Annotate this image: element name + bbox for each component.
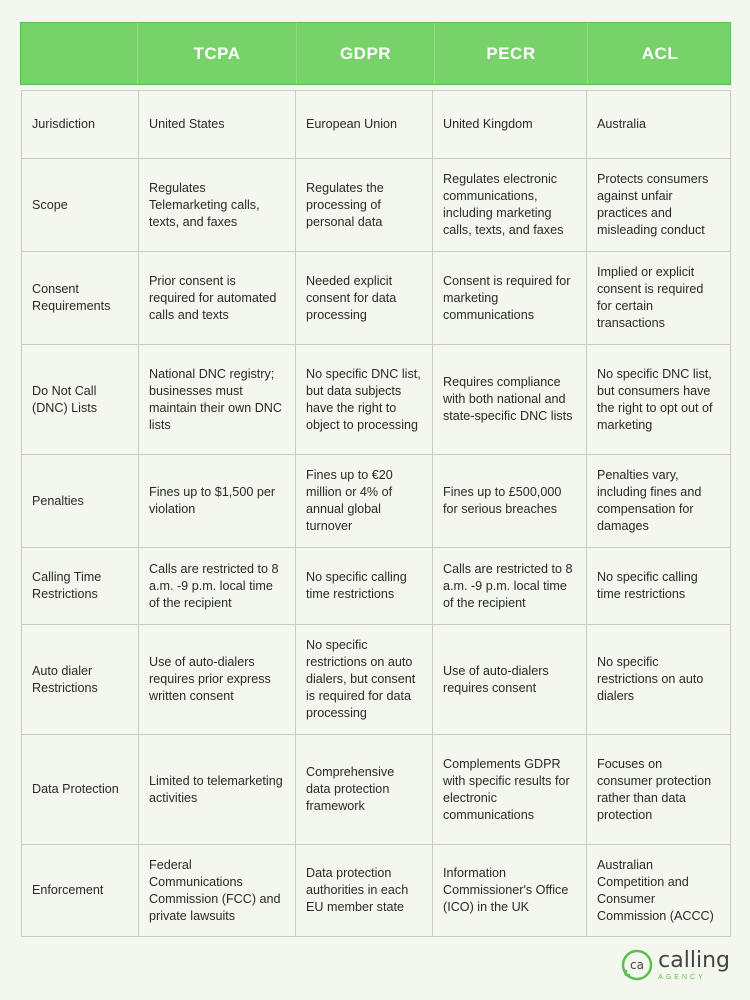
table-row [22,91,731,159]
row-label: Auto dialer Restrictions [22,625,139,735]
table-cell: Focuses on consumer protection rather than data protection [587,735,731,845]
table-cell: Fines up to $1,500 per violation [139,455,296,548]
header-tcpa: TCPA [138,23,297,84]
table-cell: Requires compliance with both national and state-specific DNC lists [433,345,587,455]
logo-wordmark: calling [658,947,730,973]
table-header [20,22,731,85]
comparison-table [21,90,731,937]
header-acl: ACL [641,43,679,63]
table-cell: No specific DNC list, but consumers have the right to opt out of marketing [587,345,731,455]
table-row [22,345,731,455]
table-cell: Federal Communications Commission (FCC) and private lawsuits [139,845,296,937]
table-cell: Calls are restricted to 8 a.m. -9 p.m. local time of the recipient [139,548,296,625]
header-gdpr: GDPR [297,23,435,84]
table-row [22,159,731,252]
row-label: Calling Time Restrictions [22,548,139,625]
table-row [22,845,731,937]
table-cell: National DNC registry; businesses must maintain their own DNC lists [139,345,296,455]
table-cell: Needed explicit consent for data processing [296,252,433,345]
table-cell: Consent is required for marketing communications [433,252,587,345]
table-cell: Use of auto-dialers requires prior express written consent [139,625,296,735]
table-cell: Implied or explicit consent is required for certain transactions [587,252,731,345]
table-cell: No specific restrictions on auto dialers [587,625,731,735]
table-cell: Fines up to £500,000 for serious breaches [433,455,587,548]
table-cell: Information Commissioner's Office (ICO) in the UK [433,845,587,937]
table-row [22,252,731,345]
table-cell: Regulates electronic communications, including marketing calls, texts, and faxes [433,159,587,252]
table-cell: Data protection authorities in each EU member state [296,845,433,937]
row-label: Enforcement [22,845,139,937]
calling-agency-logo [620,948,730,982]
table-cell: No specific calling time restrictions [296,548,433,625]
table-cell: Protects consumers against unfair practices and misleading conduct [587,159,731,252]
logo-subtitle: AGENCY [658,973,706,981]
table-row [22,735,731,845]
table-row [22,455,731,548]
table-row [22,548,731,625]
logo-mark-icon [620,948,654,982]
table-cell: Penalties vary, including fines and compensation for damages [587,455,731,548]
table-cell: Regulates the processing of personal data [296,159,433,252]
table-cell: Regulates Telemarketing calls, texts, and faxes [139,159,296,252]
table-row [22,625,731,735]
row-label: Data Protection [22,735,139,845]
table-cell: Calls are restricted to 8 a.m. -9 p.m. local time of the recipient [433,548,587,625]
table-cell: Fines up to €20 million or 4% of annual global turnover [296,455,433,548]
row-label: Do Not Call (DNC) Lists [22,345,139,455]
table-cell: Comprehensive data protection framework [296,735,433,845]
header-corner [21,23,138,84]
header-pecr: PECR [435,23,588,84]
row-label: Consent Requirements [22,252,139,345]
table-cell: European Union [296,91,433,159]
table-cell: No specific DNC list, but data subjects have the right to object to processing [296,345,433,455]
row-label: Jurisdiction [22,91,139,159]
svg-text:ca: ca [630,958,645,972]
table-cell: Australian Competition and Consumer Commission (ACCC) [587,845,731,937]
table-cell: Complements GDPR with specific results for electronic communications [433,735,587,845]
row-label: Penalties [22,455,139,548]
table-cell: Limited to telemarketing activities [139,735,296,845]
table-cell: Australia [587,91,731,159]
table-cell: No specific calling time restrictions [587,548,731,625]
table-cell: No specific restrictions on auto dialers, but consent is required for data processing [296,625,433,735]
table-cell: Use of auto-dialers requires consent [433,625,587,735]
row-label: Scope [22,159,139,252]
table-cell: United States [139,91,296,159]
table-cell: Prior consent is required for automated calls and texts [139,252,296,345]
table-cell: United Kingdom [433,91,587,159]
